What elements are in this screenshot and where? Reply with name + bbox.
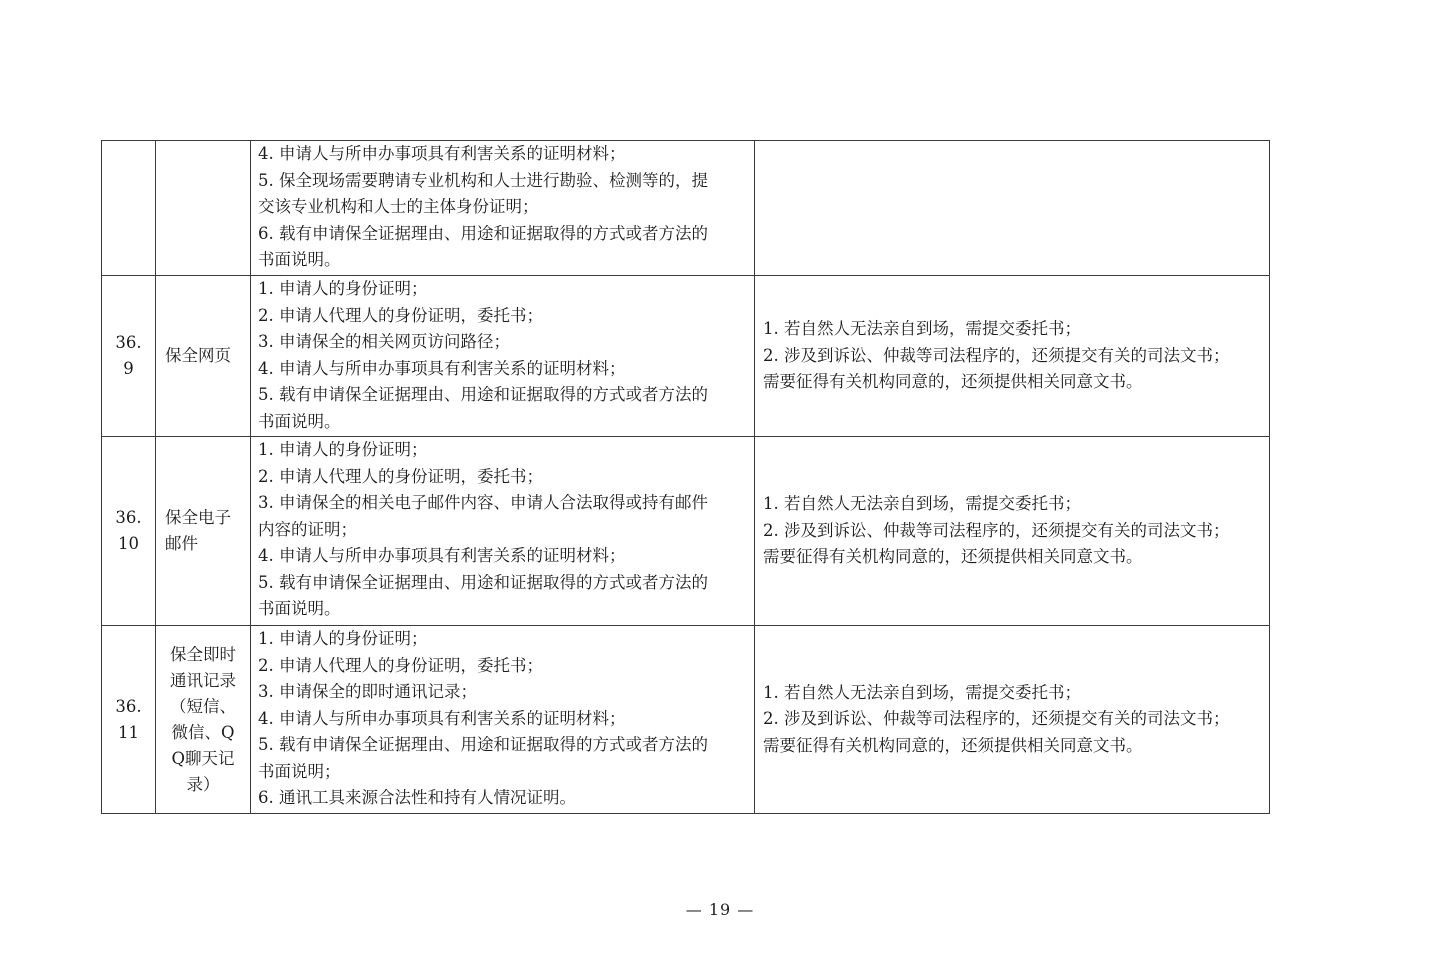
material-line: 书面说明。: [258, 250, 341, 269]
material-line: 2. 申请人代理人的身份证明，委托书；: [258, 305, 543, 325]
materials-cell: [251, 141, 755, 276]
material-line: 书面说明。: [258, 411, 341, 431]
page-number: — 19 —: [685, 900, 755, 919]
item-number: 36. 11: [115, 696, 142, 742]
materials-list: [251, 141, 754, 274]
material-line: 4. 申请人与所申办事项具有利害关系的证明材料；: [258, 144, 626, 163]
note-line: 2. 涉及到诉讼、仲裁等司法程序的，还须提交有关的司法文书；: [763, 520, 1230, 540]
notes-list: [755, 491, 1269, 571]
note-line: 需要征得有关机构同意的，还须提供相关同意文书。: [763, 547, 1143, 567]
materials-cell: [251, 276, 755, 437]
table-row: [102, 437, 1270, 626]
material-line: 交该专业机构和人士的主体身份证明；: [258, 197, 539, 216]
material-line: 3. 申请保全的即时通讯记录；: [258, 682, 477, 701]
material-line: 1. 申请人的身份证明；: [258, 440, 428, 459]
materials-list: [251, 437, 754, 623]
material-line: 1. 申请人的身份证明；: [258, 279, 428, 298]
material-line: 3. 申请保全的相关电子邮件内容、申请人合法取得或持有邮件: [258, 493, 708, 512]
item-number-cell: [102, 626, 156, 814]
item-number: 36. 9: [115, 333, 142, 378]
requirements-table: [101, 140, 1270, 814]
item-number-cell: [102, 437, 156, 626]
table-row: [102, 141, 1270, 276]
material-line: 6. 载有申请保全证据理由、用途和证据取得的方式或者方法的: [258, 223, 708, 243]
note-line: 1. 若自然人无法亲自到场，需提交委托书；: [763, 319, 1081, 339]
table-row: [102, 626, 1270, 814]
notes-cell: [755, 141, 1270, 276]
item-name: 保全网页: [165, 346, 231, 365]
material-line: 3. 申请保全的相关网页访问路径；: [258, 332, 510, 351]
material-line: 2. 申请人代理人的身份证明，委托书；: [258, 466, 543, 486]
material-line: 5. 载有申请保全证据理由、用途和证据取得的方式或者方法的: [258, 385, 708, 404]
item-name-cell: [156, 141, 251, 276]
materials-cell: [251, 437, 755, 626]
item-number: 36. 10: [115, 508, 142, 553]
material-line: 1. 申请人的身份证明；: [258, 629, 428, 648]
material-line: 4. 申请人与所申办事项具有利害关系的证明材料；: [258, 358, 626, 378]
item-name: 保全电子邮件: [165, 508, 231, 553]
material-line: 5. 载有申请保全证据理由、用途和证据取得的方式或者方法的: [258, 572, 708, 592]
note-line: 2. 涉及到诉讼、仲裁等司法程序的，还须提交有关的司法文书；: [763, 345, 1230, 365]
item-name-cell: [156, 626, 251, 814]
table-row: [102, 276, 1270, 437]
note-line: 1. 若自然人无法亲自到场，需提交委托书；: [763, 494, 1081, 514]
item-number-cell: [102, 276, 156, 437]
material-line: 6. 通讯工具来源合法性和持有人情况证明。: [258, 788, 576, 807]
item-number-cell: [102, 141, 156, 276]
item-name-cell: [156, 276, 251, 437]
materials-cell: [251, 626, 755, 814]
note-line: 需要征得有关机构同意的，还须提供相关同意文书。: [763, 735, 1143, 755]
item-name: 保全即时通讯记录（短信、微信、QQ聊天记录）: [170, 644, 236, 794]
requirements-table-body: [102, 141, 1270, 814]
note-line: 2. 涉及到诉讼、仲裁等司法程序的，还须提交有关的司法文书；: [763, 709, 1230, 729]
materials-list: [251, 276, 754, 435]
notes-cell: [755, 626, 1270, 814]
notes-cell: [755, 437, 1270, 626]
materials-list: [251, 626, 754, 812]
material-line: 4. 申请人与所申办事项具有利害关系的证明材料；: [258, 546, 626, 565]
notes-list: [755, 316, 1269, 396]
material-line: 5. 保全现场需要聘请专业机构和人士进行勘验、检测等的，提: [258, 170, 708, 190]
material-line: 4. 申请人与所申办事项具有利害关系的证明材料；: [258, 708, 626, 728]
item-name-cell: [156, 437, 251, 626]
material-line: 书面说明；: [258, 761, 341, 781]
note-line: 1. 若自然人无法亲自到场，需提交委托书；: [763, 682, 1081, 702]
material-line: 5. 载有申请保全证据理由、用途和证据取得的方式或者方法的: [258, 735, 708, 754]
notes-cell: [755, 276, 1270, 437]
material-line: 2. 申请人代理人的身份证明，委托书；: [258, 655, 543, 675]
note-line: 需要征得有关机构同意的，还须提供相关同意文书。: [763, 372, 1143, 392]
material-line: 书面说明。: [258, 599, 341, 618]
material-line: 内容的证明；: [258, 519, 357, 539]
notes-list: [755, 680, 1269, 760]
